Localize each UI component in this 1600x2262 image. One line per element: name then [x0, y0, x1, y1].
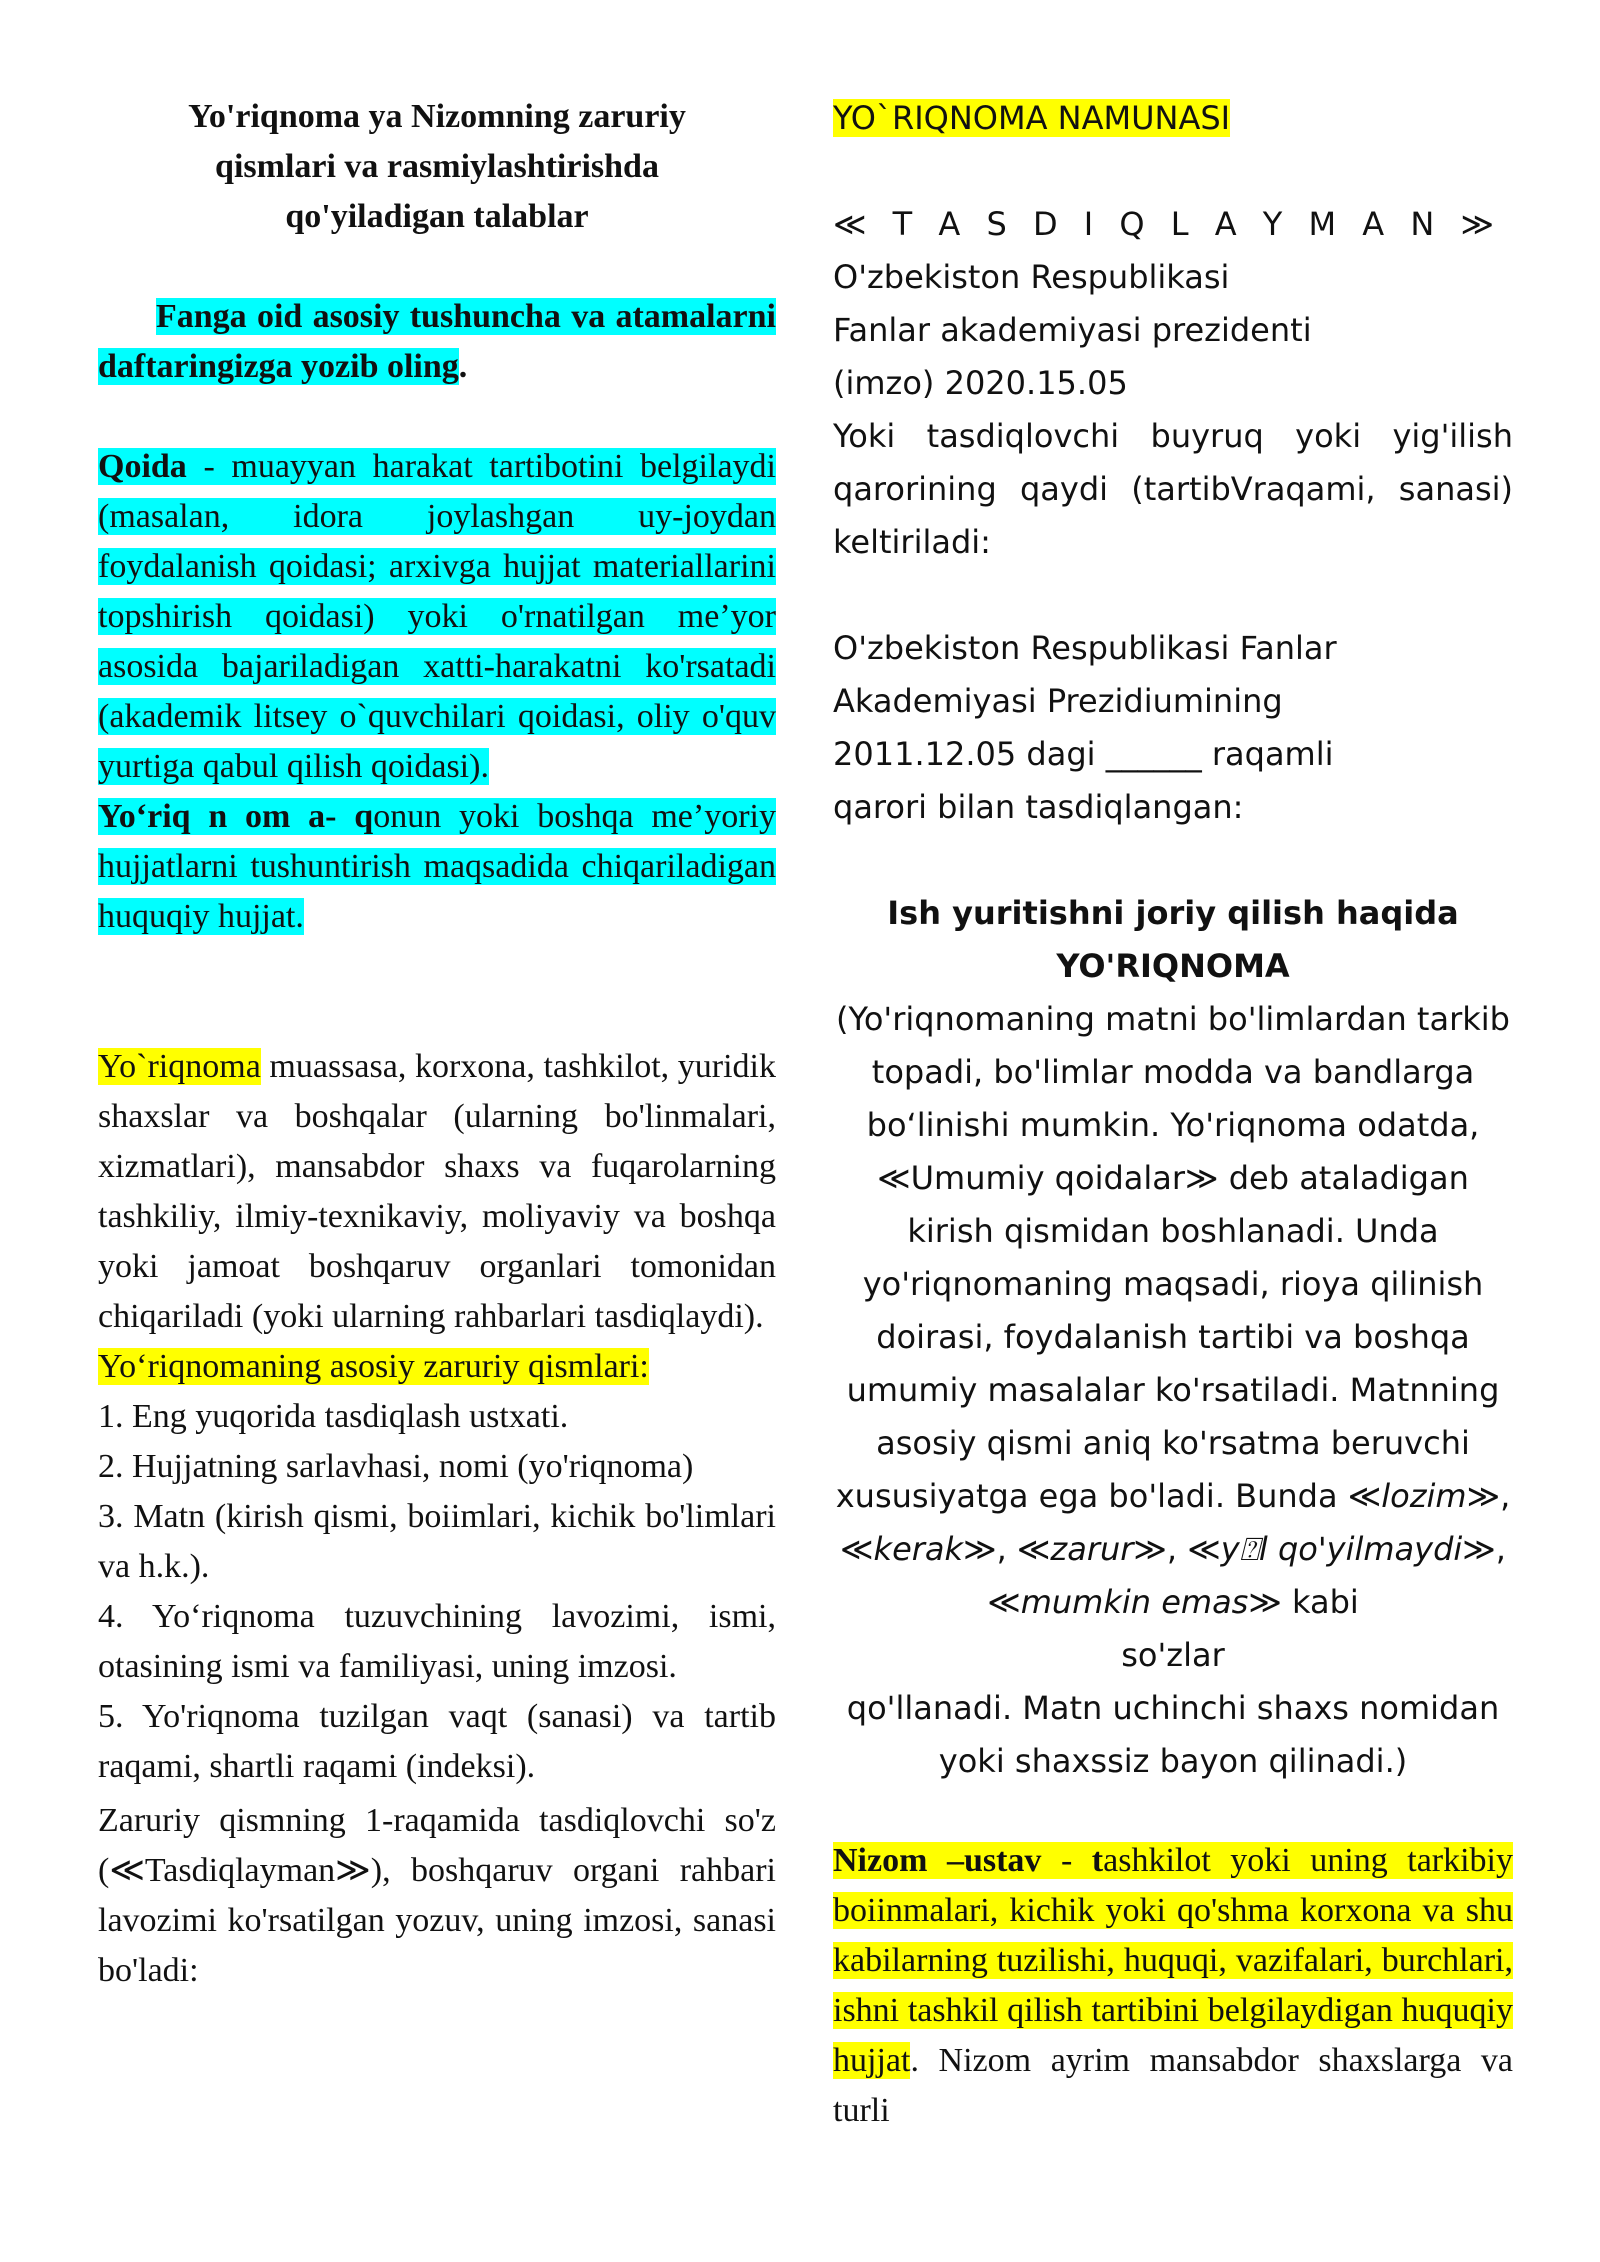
- doc-title-line-1: Ish yuritishni joriy qilish haqida: [887, 894, 1459, 932]
- closing-paragraph: Zaruriy qismning 1-raqamida tasdiqlovchi so'z (≪Tasdiqlayman≫), boshqaruv organi rahbari lavozimi ko'rsatilgan yozuv, uning imzosi, sanasi bo'ladi:: [98, 1802, 776, 1989]
- parts-item-1: 1. Eng yuqorida tasdiqlash ustxati.: [98, 1398, 569, 1435]
- right-column: [833, 92, 1513, 2136]
- keyword-zarur: ≪zarur≫: [1016, 1530, 1167, 1568]
- parts-item-2: 2. Hujjatning sarlavhasi, nomi (yo'riqnoma): [98, 1448, 694, 1485]
- approver-line-2: Fanlar akademiyasi prezidenti: [833, 311, 1312, 349]
- yoriqnoma-term: Yo`riqnoma: [98, 1048, 261, 1085]
- yoriq-definition: [98, 792, 776, 942]
- keyword-mumkin-emas: ≪mumkin emas≫: [987, 1583, 1282, 1621]
- instruction-paragraph: [98, 292, 776, 392]
- nizom-term: Nizom: [833, 1842, 928, 1879]
- doc-body-3: qo'llanadi. Matn uchinchi shaxs nomidan yoki shaxssiz bayon qilinadi.): [846, 1689, 1500, 1780]
- yoriq-text: onun yoki boshqa me’yoriy hujjatlarni tushuntirish maqsadida chiqariladigan huquqiy hujjat.: [98, 798, 776, 935]
- nizom-continuation: Nizom ayrim mansabdor shaxslarga va turli: [833, 2042, 1513, 2129]
- doc-body-2: so'zlar: [1121, 1636, 1225, 1674]
- yoriqnoma-text: muassasa, korxona, tashkilot, yuridik shaxslar va boshqalar (ularning bo'linmalari, xizmatlari), mansabdor shaxs va fuqarolarning tashkiliy, ilmiy-texnikaviy, moliyaviy va boshqa yoki jamoat boshqaruv organlari tomonidan chiqariladi (yoki ularning rahbarlari tasdiqlaydi).: [98, 1048, 776, 1335]
- presidium-line-2: Akademiyasi Prezidiumining: [833, 682, 1283, 720]
- parts-item-5: 5. Yo'riqnoma tuzilgan vaqt (sanasi) va tartib raqami, shartli raqami (indeksi).: [98, 1698, 776, 1785]
- approver-note: Yoki tasdiqlovchi buyruq yoki yig'ilish qarorining qaydi (tartibVraqami, sanasi) keltiriladi:: [833, 417, 1513, 561]
- qoida-definition: [98, 442, 776, 792]
- parts-item-3: 3. Matn (kirish qismi, boiimlari, kichik bo'limlari va h.k.).: [98, 1498, 776, 1585]
- doc-body: (Yo'riqnomaning matni bo'limlardan tarkib topadi, bo'limlar modda va bandlarga bo‘linishi mumkin. Yo'riqnoma odatda, ≪Umumiy qoidalar≫ deb ataladigan kirish qismidan boshlanadi. Unda yo'riqnomaning maqsadi, rioya qilinish doirasi, foydalanish tartibi va boshqa umumiy masalalar ko'rsatiladi. Matnning asosiy qismi aniq ko'rsatma beruvchi xususiyatga ega bo'ladi. Bunda ≪lozim≫, ≪kerak≫, ≪zarur≫, ≪y⍰l qo'yilmaydi≫, ≪mumkin emas≫ kabi: [835, 1000, 1511, 1621]
- qoida-term: Qoida: [98, 448, 187, 485]
- sample-heading: YO`RIQNOMA NAMUNASI: [833, 99, 1231, 137]
- keyword-kerak: ≪kerak≫: [840, 1530, 997, 1568]
- keyword-lozim: ≪lozim≫: [1347, 1477, 1501, 1515]
- approver-line-1: O'zbekiston Respublikasi: [833, 258, 1230, 296]
- approve-stamp: ≪ T A S D I Q L A Y M A N ≫: [833, 205, 1502, 243]
- nizom-text: ashkilot yoki uning tarkibiy boiinmalari, kichik yoki qo'shma korxona va shu kabilarning tuzilishi, huquqi, vazifalari, burchlari, ishni tashkil qilish tartibini belgilaydigan huquqiy hujjat: [833, 1842, 1514, 2079]
- instruction-end: .: [458, 348, 468, 385]
- parts-item-4: 4. Yo‘riqnoma tuzuvchining lavozimi, ismi, otasining ismi va familiyasi, uning imzosi.: [98, 1598, 776, 1685]
- parts-heading: Yo‘riqnomaning asosiy zaruriy qismlari:: [98, 1348, 649, 1385]
- yoriqnoma-definition: [98, 1042, 776, 1342]
- document-title: Yo'riqnoma ya Nizomning zaruriy qismlari va rasmiylashtirishda qo'yiladigan talablar: [188, 98, 686, 235]
- presidium-line-1: O'zbekiston Respublikasi Fanlar: [833, 629, 1337, 667]
- doc-title-line-2: YO'RIQNOMA: [1056, 947, 1290, 985]
- keyword-yol-qoyilmaydi: ≪y⍰l qo'yilmaydi≫: [1187, 1530, 1496, 1568]
- presidium-line-4: qarori bilan tasdiqlangan:: [833, 788, 1244, 826]
- presidium-line-3: 2011.12.05 dagi ______ raqamli: [833, 735, 1334, 773]
- nizom-definition: Nizom –ustav - tashkilot yoki uning tarkibiy boiinmalari, kichik yoki qo'shma korxona va shu kabilarning tuzilishi, huquqi, vazifalari, burchlari, ishni tashkil qilish tartibini belgilaydigan huquqiy hujjat. Nizom ayrim mansabdor shaxslarga va turli: [833, 1842, 1514, 2129]
- yoriq-term: Yo‘riq n om a- q: [98, 798, 374, 835]
- approver-line-3: (imzo) 2020.15.05: [833, 364, 1128, 402]
- qoida-text: - muayyan harakat tartibotini belgilaydi (masalan, idora joylashgan uy-joydan foydalanish qoidasi; arxivga hujjat materiallarini topshirish qoidasi) yoki o'rnatilgan me’yor asosida bajariladigan xatti-harakatni ko'rsatadi (akademik litsey o`quvchilari qoidasi, oliy o'quv yurtiga qabul qilish qoidasi).: [98, 448, 776, 785]
- instruction-text: Fanga oid asosiy tushuncha va atamalarni daftaringizga yozib oling: [98, 298, 776, 385]
- left-column: [98, 92, 776, 1996]
